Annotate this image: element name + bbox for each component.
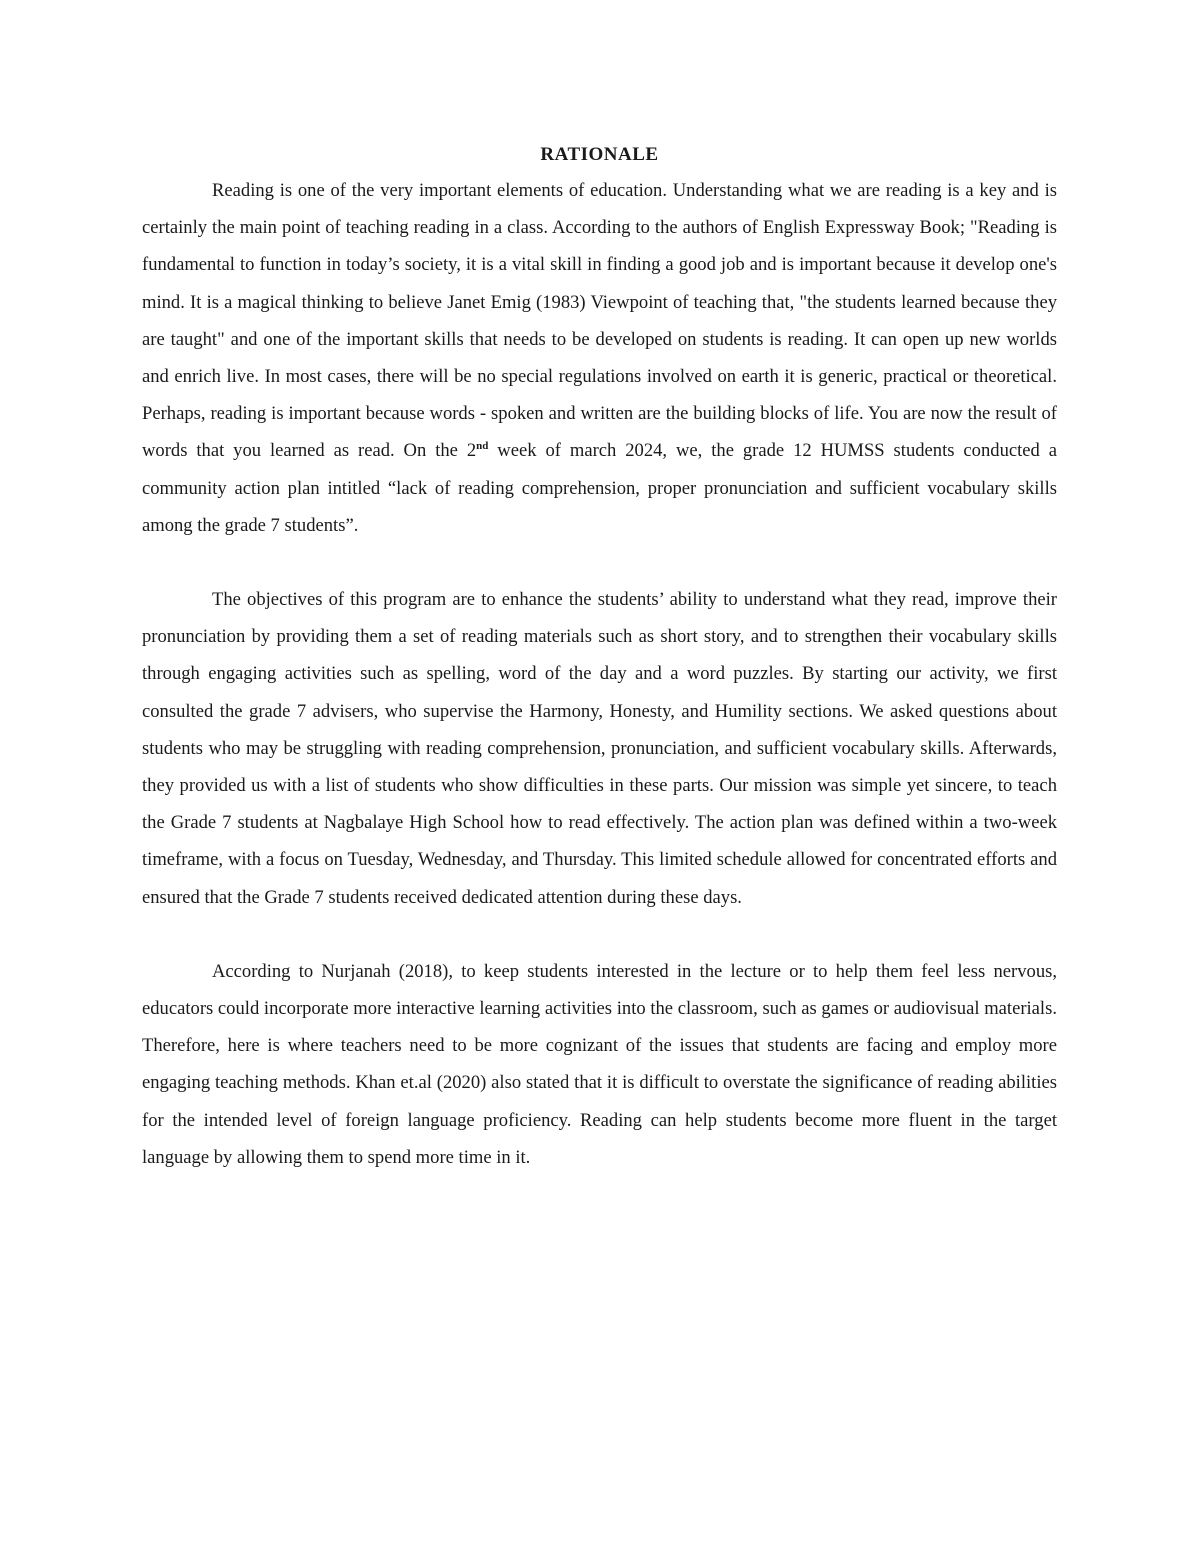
paragraph-1-text-start: Reading is one of the very important elements of education. Understanding what we are reading is a key and is certainly the main point of teaching reading in a class. According to the authors of English Expressway Book; "Reading is fundamental to function in today’s society, it is a vital skill in finding a good job and is important because it develop one's mind. It is a magical thinking to believe Janet Emig (1983) Viewpoint of teaching that, "the students learned because they are taught" and one of the important skills that needs to be developed on students is reading. It can open up new worlds and enrich live. In most cases, there will be no special regulations involved on earth it is generic, practical or theoretical. Perhaps, reading is important because words - spoken and written are the building blocks of life. You are now the result of words that you learned as read. On the 2 [142,180,1057,462]
paragraph-3: According to Nurjanah (2018), to keep students interested in the lecture or to help them feel less nervous, educators could incorporate more interactive learning activities into the classroom, such as games or audiovisual materials. Therefore, here is where teachers need to be more cognizant of the issues that students are facing and employ more engaging teaching methods. Khan et.al (2020) also stated that it is difficult to overstate the significance of reading abilities for the intended level of foreign language proficiency. Reading can help students become more fluent in the target language by allowing them to spend more time in it. [142,960,1057,1168]
document-body [142,138,1057,1176]
paragraph-1-text-end: week of march 2024, we, the grade 12 HUMSS students conducted a community action plan intitled “lack of reading comprehension, proper pronunciation and sufficient vocabulary skills among the grade 7 students”. [142,440,1057,536]
paragraph-1 [142,172,1057,544]
paragraph-2: The objectives of this program are to enhance the students’ ability to understand what they read, improve their pronunciation by providing them a set of reading materials such as short story, and to strengthen their vocabulary skills through engaging activities such as spelling, word of the day and a word puzzles. By starting our activity, we first consulted the grade 7 advisers, who supervise the Harmony, Honesty, and Humility sections. We asked questions about students who may be struggling with reading comprehension, pronunciation, and sufficient vocabulary skills. Afterwards, they provided us with a list of students who show difficulties in these parts. Our mission was simple yet sincere, to teach the Grade 7 students at Nagbalaye High School how to read effectively. The action plan was defined within a two-week timeframe, with a focus on Tuesday, Wednesday, and Thursday. This limited schedule allowed for concentrated efforts and ensured that the Grade 7 students received dedicated attention during these days. [142,589,1057,908]
document-title: RATIONALE [540,144,659,165]
ordinal-superscript: nd [476,440,489,453]
